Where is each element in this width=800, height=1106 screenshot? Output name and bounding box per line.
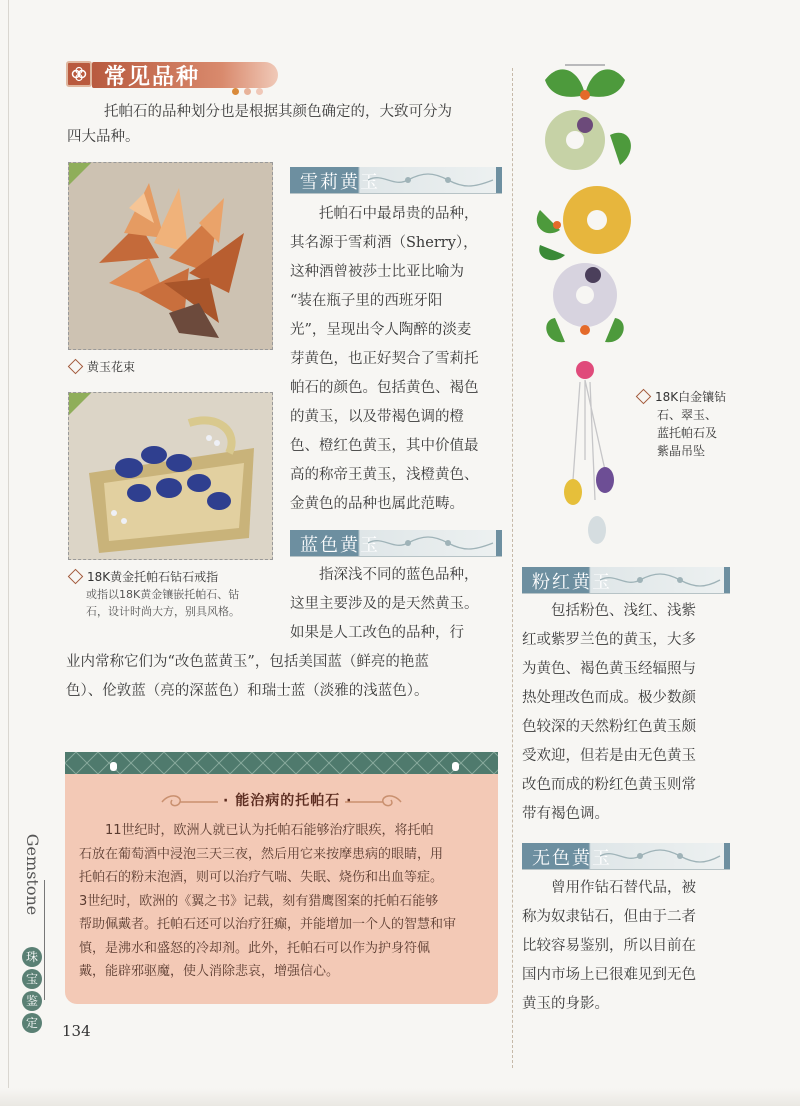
ring-caption-sub-line: 石，设计时尚大方，别具风格。 [86,605,240,618]
sidebar-char: 定 [22,1013,42,1033]
page-edge [8,0,9,1106]
intro-line-2: 四大品种。 [67,129,140,145]
lattice-pattern-icon [65,752,498,774]
pink-line: 为黄色、褐色黄玉经辐照与 [522,661,696,677]
caption-diamond-icon [68,569,84,585]
box-pin [110,762,117,771]
info-box-line: 慎，是沸水和盛怒的冷却剂。此外，托帕石可以作为护身符佩 [79,940,431,956]
box-pin [452,762,459,771]
ring-caption [70,568,218,585]
info-box-title: · 能治病的托帕石 · [223,793,353,809]
ring-caption-sub [86,586,240,620]
sherry-line: 金黄色的品种也属此范畴。 [290,496,464,512]
sherry-line: 这种酒曾被莎士比亚比喻为 [290,264,464,280]
colorless-line: 国内市场上已很难见到无色 [522,967,696,983]
pink-line: 改色而成的粉红色黄玉则常 [522,777,696,793]
bouquet-caption [70,358,135,375]
info-box-line: 帮助佩戴者。托帕石还可以治疗狂癫，并能增加一个人的智慧和审 [79,917,457,932]
colorless-line: 曾用作钻石替代品，被 [551,880,696,896]
tag-end-bar [724,843,730,869]
gold-topaz-ring-photo [68,392,273,560]
cloud-ornament-icon [160,792,220,810]
sidebar-char: 珠 [22,947,42,967]
knot-icon [66,61,92,87]
sherry-line: 高的称帝王黄玉，浅橙黄色、 [290,467,479,483]
pink-line: 受欢迎，但若是由无色黄玉 [522,748,696,764]
sidebar-word: Gemstone [23,833,43,916]
sidebar-char: 宝 [22,969,42,989]
photo-corner-tab [69,393,91,415]
sherry-line: 帕石的颜色。包括黄色、褐色 [290,380,479,396]
tag-blue-topaz [290,530,502,557]
page-number: 134 [62,1022,91,1040]
caption-diamond-icon [636,389,652,405]
colorless-paragraph [522,874,732,1019]
blue-paragraph-full [66,648,506,706]
tag-colorless-topaz [522,843,730,870]
blue-full-line: 业内常称它们为“改色蓝黄玉”，包括美国蓝（鲜亮的艳蓝 [66,654,429,670]
sherry-line: “装在瓶子里的西班牙阳 [290,293,443,309]
tag-end-bar [496,530,502,556]
info-box-line: 戴，能辟邪驱魔，使人消除悲哀，增强信心。 [79,964,340,979]
intro-line-1: 托帕石的品种划分也是根据其颜色确定的，大致可分为 [104,104,452,120]
info-box [65,752,498,1004]
blue-full-line: 色）、伦敦蓝（亮的深蓝色）和瑞士蓝（淡雅的浅蓝色）。 [66,683,429,699]
column-divider [512,68,513,1068]
vine-ornament-icon [600,848,725,864]
photo-corner-tab [69,163,91,185]
pink-line: 热处理改色而成。极少数颜 [522,690,696,706]
sherry-line: 其名源于雪莉酒（Sherry）， [290,235,478,251]
sherry-line: 光”，呈现出令人陶醉的淡麦 [290,322,472,338]
vine-ornament-icon [368,535,498,551]
info-box-line: 石放在葡萄酒中浸泡三天三夜，然后用它来按摩患病的眼睛，用 [79,846,444,862]
page-bottom-shadow [0,1088,800,1106]
intro-paragraph [67,100,504,150]
pink-line: 色较深的天然粉红色黄玉颇 [522,719,696,735]
sherry-line: 的黄玉，以及带褐色调的橙 [290,409,464,425]
sherry-paragraph [290,200,500,519]
info-box-line: 托帕石的粉末泡酒，则可以治疗气喘、失眠、烧伤和出血等症。 [79,870,444,885]
sherry-line: 芽黄色，也正好契合了雪莉托 [290,351,479,367]
tag-sherry-topaz [290,167,502,194]
topaz-bouquet-photo [68,162,273,350]
section-title: 常见品种 [104,64,201,90]
info-box-line: 3世纪时，欧洲的《翼之书》记载，刻有猎鹰图案的托帕石能够 [79,893,439,909]
info-box-line: 11世纪时，欧洲人就已认为托帕石能够治疗眼疾，将托帕 [105,823,434,838]
tag-pink-topaz [522,567,730,594]
blue-line: 指深浅不同的蓝色品种， [319,567,479,583]
sidebar-rule [44,880,45,1000]
blue-line: 这里主要涉及的是天然黄玉。 [290,596,479,612]
blue-paragraph [290,561,500,648]
sherry-line: 托帕石中最昂贵的品种， [319,206,479,222]
caption-diamond-icon [68,359,84,375]
pendant-caption [638,388,726,460]
vine-ornament-icon [368,172,498,188]
pink-paragraph [522,597,732,829]
pendant-image [525,60,645,555]
pendant-caption-line: 蓝托帕石及 [657,426,718,440]
pendant-caption-line: 18K白金镶钻 [655,390,727,404]
ring-caption-text: 18K黄金托帕石钻石戒指 [87,570,219,584]
colorless-line: 比较容易鉴别，所以目前在 [522,938,696,954]
colorless-line: 称为奴隶钻石，但由于二者 [522,909,696,925]
info-box-band [65,752,498,774]
sidebar-char: 鉴 [22,991,42,1011]
sherry-line: 色、橙红色黄玉，其中价值最 [290,438,479,454]
pink-title: 粉红黄玉 [532,572,612,593]
pendant-caption-line: 紫晶吊坠 [657,444,706,458]
bouquet-caption-text: 黄玉花束 [87,360,136,374]
sidebar-chars [22,947,42,1035]
pink-line: 带有褐色调。 [522,806,609,822]
info-box-title-wrap [223,790,352,810]
colorless-line: 黄玉的身影。 [522,996,609,1012]
info-box-text [79,819,484,984]
blue-line: 如果是人工改色的品种，行 [290,625,464,641]
tag-end-bar [496,167,502,193]
sherry-title: 雪莉黄玉 [300,172,380,193]
blue-title: 蓝色黄玉 [300,535,380,556]
decorative-dots [232,80,268,99]
colorless-title: 无色黄玉 [532,848,612,869]
cloud-ornament-icon [343,792,403,810]
pink-line: 包括粉色、浅红、浅紫 [551,603,696,619]
ring-caption-sub-line: 或指以18K黄金镶嵌托帕石、钻 [86,588,240,601]
pink-line: 红或紫罗兰色的黄玉，大多 [522,632,696,648]
pendant-caption-line: 石、翠玉、 [657,408,718,422]
vine-ornament-icon [600,572,725,588]
tag-end-bar [724,567,730,593]
